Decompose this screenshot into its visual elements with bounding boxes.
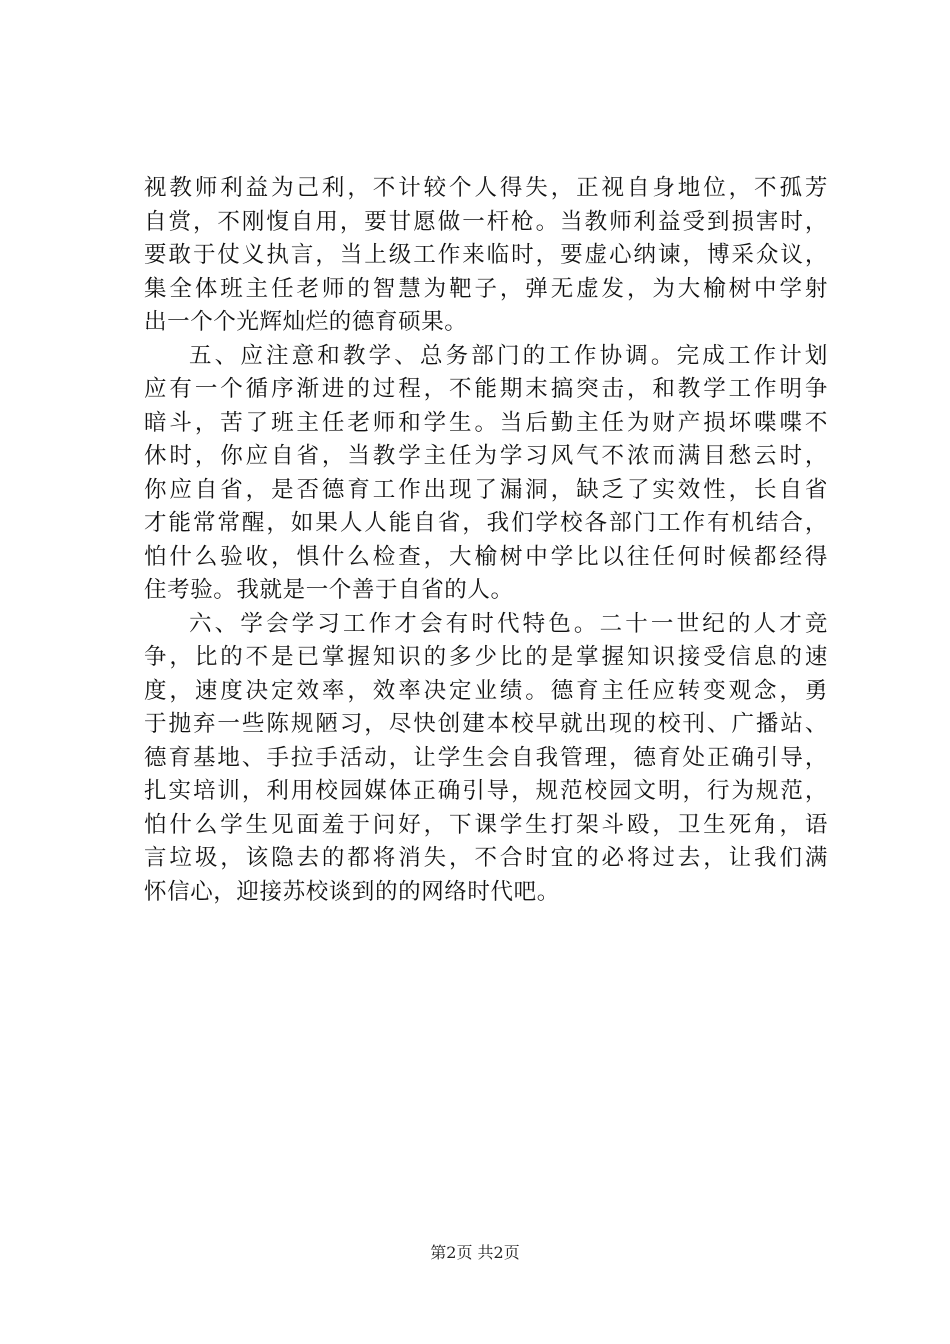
text-line: 休时，你应自省，当教学主任为学习风气不浓而满目愁云时， <box>144 443 828 469</box>
text-line: 视教师利益为己利，不计较个人得失，正视自身地位，不孤芳 <box>144 175 828 201</box>
text-line: 要敢于仗义执言，当上级工作来临时，要虚心纳谏，博采众议， <box>144 242 828 268</box>
text-line: 怕什么学生见面羞于问好，下课学生打架斗殴，卫生死角，语 <box>144 811 828 838</box>
text-line: 住考验。我就是一个善于自省的人。 <box>144 577 514 603</box>
text-line: 争，比的不是已掌握知识的多少比的是掌握知识接受信息的速 <box>144 644 828 670</box>
text-line: 怀信心，迎接苏校谈到的的网络时代吧。 <box>144 878 560 905</box>
text-line: 出一个个光辉灿烂的德育硕果。 <box>144 309 468 335</box>
text-line: 言垃圾，该隐去的都将消失，不合时宜的必将过去，让我们满 <box>144 845 828 871</box>
text-line: 怕什么验收，惧什么检查，大榆树中学比以往任何时候都经得 <box>144 543 828 570</box>
text-line: 德育基地、手拉手活动，让学生会自我管理，德育处正确引导， <box>144 744 828 771</box>
text-line: 六、学会学习工作才会有时代特色。二十一世纪的人才竞 <box>189 610 828 637</box>
text-line: 自赏，不刚愎自用，要甘愿做一杆枪。当教师利益受到损害时， <box>144 208 828 235</box>
text-line: 你应自省，是否德育工作出现了漏洞，缺乏了实效性，长自省 <box>144 476 828 503</box>
text-line: 应有一个循序渐进的过程，不能期末搞突击，和教学工作明争 <box>144 376 828 402</box>
text-line: 扎实培训，利用校园媒体正确引导，规范校园文明，行为规范， <box>144 778 828 804</box>
paragraph-five <box>144 340 828 608</box>
text-line: 度，速度决定效率，效率决定业绩。德育主任应转变观念，勇 <box>144 677 828 704</box>
text-line: 暗斗，苦了班主任老师和学生。当后勤主任为财产损坏喋喋不 <box>144 409 828 436</box>
document-body <box>144 172 828 909</box>
paragraph-continuation <box>144 172 828 340</box>
page-number-footer: 第2页 共2页 <box>430 1243 520 1262</box>
text-line: 集全体班主任老师的智慧为靶子，弹无虚发，为大榆树中学射 <box>144 275 828 302</box>
text-line: 五、应注意和教学、总务部门的工作协调。完成工作计划 <box>189 342 828 369</box>
paragraph-six <box>144 608 828 910</box>
text-line: 才能常常醒，如果人人能自省，我们学校各部门工作有机结合， <box>144 510 828 536</box>
text-line: 于抛弃一些陈规陋习，尽快创建本校早就出现的校刊、广播站、 <box>144 711 828 737</box>
